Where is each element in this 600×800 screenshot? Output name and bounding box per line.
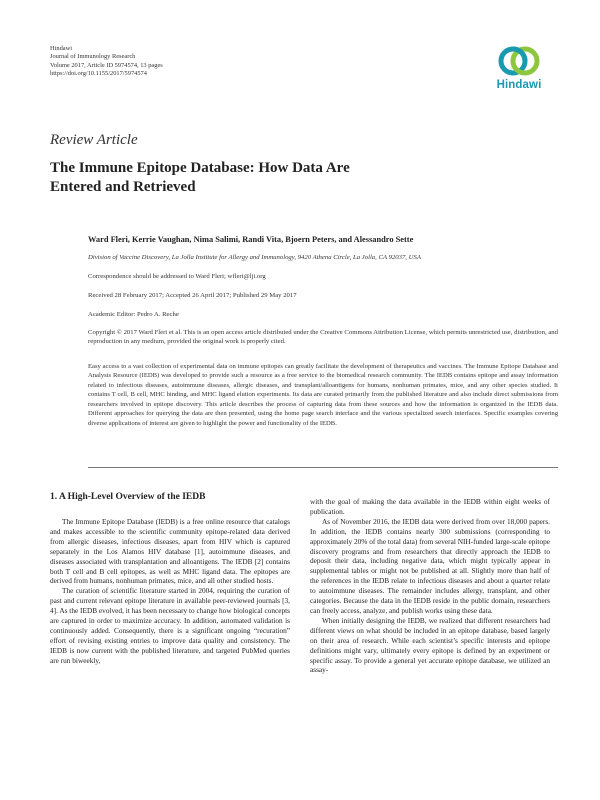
publisher-name: Hindawi (50, 45, 73, 52)
doi-link[interactable]: https://doi.org/10.1155/2017/5974574 (50, 69, 147, 77)
body-paragraph: As of November 2016, the IEDB data were derived from over 18,000 papers. In addition, the IEDB contains nearly 300 submissions (corresponding to approximately 20% of the total data) from several NIH-funded large-scale epitope discovery programs and from researchers that directly approach the IEDB to deposit their data, including negative data, which might typically appear in supplemental tables or might not be published at all. Slightly more than half of the references in the IEDB relate to infectious diseases and about a quarter relate to autoimmune diseases. The remainder includes allergy, transplant, and other categories. Because the data in the IEDB reside in the public domain, researchers can freely access, analyze, and publish works using these data. (310, 516, 550, 615)
body-paragraph: with the goal of making the data available in the IEDB within eight weeks of publication. (310, 497, 550, 516)
journal-name: Journal of Immunology Research (50, 53, 136, 61)
section-heading: 1. A High-Level Overview of the IEDB (50, 492, 206, 502)
body-column-left (50, 517, 290, 666)
correspondence: Correspondence should be addressed to Ward Fleri; wfleri@lji.org (88, 273, 266, 280)
hindawi-rings-icon (497, 44, 541, 78)
academic-editor: Academic Editor: Pedro A. Reche (88, 311, 179, 318)
copyright-notice: Copyright © 2017 Ward Fleri et al. This is an open access article distributed under the Creative Commons Attribution License, which permits unrestricted use, distribution, and reproduction in any medium, provided the original work is properly cited. (88, 329, 558, 345)
body-paragraph: The curation of scientific literature started in 2004, requiring the curation of past and current relevant epitope literature in available peer-reviewed journals [3, 4]. As the IEDB evolved, it has been necessary to change how biological concepts are captured in order to maximize accuracy. In addition, automated validation is continuously added. Consequently, there is a significant ongoing “recuration” effort of revising existing entries to improve data quality and consistency. The IEDB is now current with the published literature, and targeted PubMed queries are run biweekly, (50, 586, 290, 665)
affiliation: Division of Vaccine Discovery, La Jolla Institute for Allergy and Immunology, 9420 Athena Circle, La Jolla, CA 92037, USA (88, 254, 421, 261)
publication-dates: Received 28 February 2017; Accepted 26 April 2017; Published 29 May 2017 (88, 292, 297, 299)
article-type: Review Article (50, 132, 138, 148)
body-paragraph: When initially designing the IEDB, we realized that different researchers had different views on what should be included in an epitope database, based largely on their area of research. While each scientist’s specific interests and epitope definitions might vary, ultimately every epitope is defined by an experiment or specific assay. To provide a general yet accurate epitope database, we utilized an assay- (310, 615, 550, 675)
hindawi-logo (486, 44, 552, 94)
body-column-right (310, 497, 550, 675)
body-paragraph: The Immune Epitope Database (IEDB) is a free online resource that catalogs and makes accessible to the scientific community epitope-related data derived from allergic diseases, infectious diseases, apart from HIV which is captured separately in the Los Alamos HIV database [1], autoimmune diseases, and diseases associated with transplantation and alloantigens. The IEDB [2] contains both T cell and B cell epitopes, as well as MHC ligand data. The epitopes are derived from humans, nonhuman primates, mice, and all other studied hosts. (50, 517, 290, 586)
abstract-divider (88, 467, 558, 468)
title-line-1: The Immune Epitope Database: How Data Are (50, 160, 350, 176)
title-line-2: Entered and Retrieved (50, 179, 196, 195)
hindawi-logo-text: Hindawi (496, 79, 542, 91)
volume-article-id: Volume 2017, Article ID 5974574, 13 pages (50, 61, 163, 69)
journal-info (50, 45, 310, 78)
article-title (50, 159, 490, 197)
abstract: Easy access to a vast collection of experimental data on immune epitopes can greatly facilitate the development of therapeutics and vaccines. The Immune Epitope Database and Analysis Resource (IEDB) was developed to provide such a resource as a free service to the biomedical research community. The IEDB contains epitope and assay information related to infectious diseases, autoimmune diseases, allergic diseases, and transplant/alloantigens for humans, nonhuman primates, mice, and any other species studied. It contains T cell, B cell, MHC binding, and MHC ligand elution experiments. Its data are curated primarily from the published literature and also include direct submissions from researchers involved in epitope discovery. This article describes the process of capturing data from these sources and how the information is organized in the IEDB data. Different approaches for querying the data are then presented, using the home page search interface and the various specialized search interfaces. Specific examples covering diverse applications of interest are given to highlight the power and functionality of the IEDB. (88, 363, 558, 427)
author-list: Ward Fleri, Kerrie Vaughan, Nima Salimi, Randi Vita, Bjoern Peters, and Alessandro Sette (88, 235, 414, 244)
